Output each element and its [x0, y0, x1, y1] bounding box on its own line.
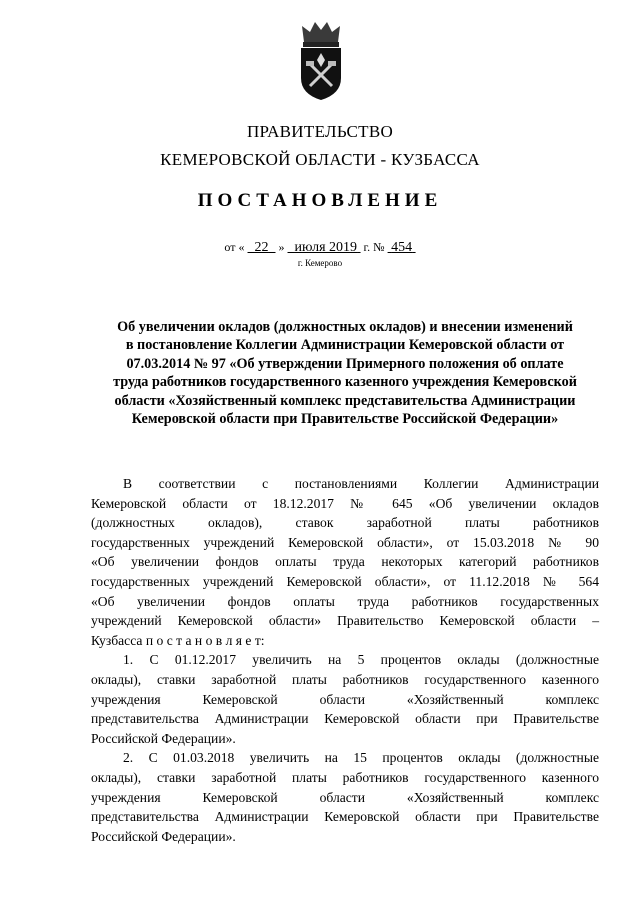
- title-line: Кемеровской области при Правительстве Российской Федерации»: [131, 411, 559, 428]
- clause-2-line: оклады), ставки заработной платы работников государственного казенного: [91, 769, 599, 785]
- clause-2-line: Российской Федерации».: [91, 828, 236, 844]
- government-title: ПРАВИТЕЛЬСТВО: [246, 122, 394, 141]
- body-line: «Об увеличении фондов оплаты труда работников государственных: [91, 593, 599, 609]
- document-number: [388, 240, 416, 255]
- body-line: учреждений Кемеровской области» Правительство Кемеровской области –: [91, 613, 599, 629]
- body-line: государственных учреждений Кемеровской области», от 15.03.2018 № 90: [91, 534, 599, 550]
- clause-1-line: оклады), ставки заработной платы работников государственного казенного: [91, 671, 599, 687]
- document-body: [91, 474, 599, 846]
- date-month-year: [288, 240, 361, 255]
- body-line: Кузбасса п о с т а н о в л я е т:: [91, 632, 265, 648]
- date-day-value: 22: [254, 240, 269, 255]
- clause-1-line: учреждения Кемеровской области «Хозяйственный комплекс: [91, 691, 599, 707]
- date-day: [248, 240, 276, 255]
- document-number-value: 454: [391, 240, 413, 255]
- clause-2-line: представительства Администрации Кемеровской области при Правительстве: [91, 809, 599, 825]
- title-line: труда работников государственного казенного учреждения Кемеровской: [113, 374, 577, 391]
- clause-1-line: представительства Администрации Кемеровской области при Правительстве: [91, 711, 599, 727]
- body-line: государственных учреждений Кемеровской области», от 11.12.2018 № 564: [91, 573, 599, 589]
- body-line: В соответствии с постановлениями Коллегии Администрации: [123, 476, 599, 491]
- title-line: 07.03.2014 № 97 «Об утверждении Примерного положения об оплате: [126, 355, 564, 372]
- number-label: №: [373, 240, 385, 254]
- region-title: КЕМЕРОВСКОЙ ОБЛАСТИ - КУЗБАССА: [160, 150, 480, 169]
- clause-1-line: Российской Федерации».: [91, 730, 236, 746]
- city-name: г. Кемерово: [297, 258, 343, 268]
- title-line: Об увеличении окладов (должностных окладов) и внесении изменений: [117, 319, 573, 335]
- date-year-suffix: г.: [363, 240, 371, 254]
- date-month-year-value: июля 2019: [294, 240, 358, 255]
- date-prefix: от «: [224, 240, 245, 254]
- document-title: [92, 318, 598, 428]
- clause-2-line: учреждения Кемеровской области «Хозяйственный комплекс: [91, 789, 599, 805]
- body-line: Кемеровской области от 18.12.2017 № 645 «Об увеличении окладов: [91, 495, 599, 511]
- body-line: «Об увеличении фондов оплаты труда некоторых категорий работников: [91, 554, 599, 570]
- clause-2-line: 2. С 01.03.2018 увеличить на 15 процентов оклады (должностные: [123, 750, 599, 766]
- body-line: (должностных окладов), ставок заработной платы работников: [91, 515, 599, 531]
- date-mid: »: [278, 240, 285, 254]
- date-line: [0, 240, 640, 256]
- document-type: ПОСТАНОВЛЕНИЕ: [197, 190, 443, 211]
- title-line: области «Хозяйственный комплекс представительства Администрации: [114, 392, 576, 409]
- clause-1-line: 1. С 01.12.2017 увеличить на 5 процентов оклады (должностные: [123, 652, 599, 668]
- coat-of-arms-icon: [298, 20, 344, 102]
- title-line: в постановление Коллегии Администрации Кемеровской области от: [125, 337, 565, 354]
